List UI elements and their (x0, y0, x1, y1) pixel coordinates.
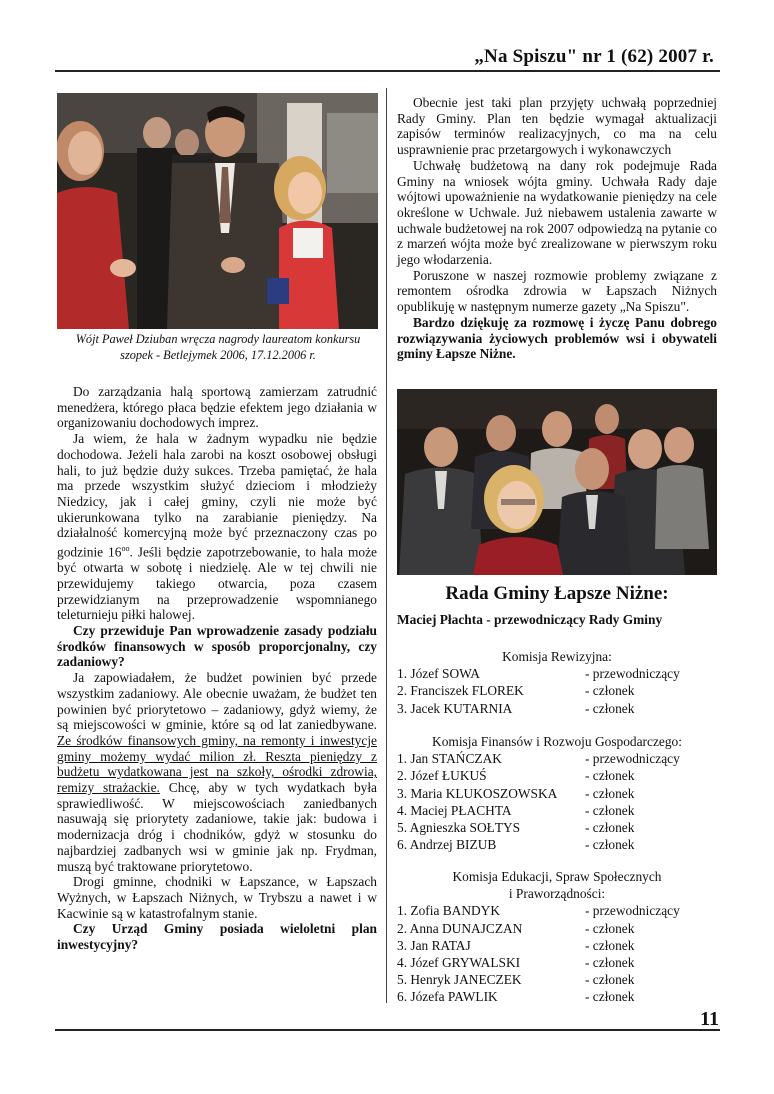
award-photo (57, 93, 378, 329)
member-role: - członek (585, 700, 635, 716)
article-right-column (397, 95, 717, 362)
committee (397, 868, 717, 1006)
member-name: 4. Józef GRYWALSKI (397, 955, 521, 971)
member-row (397, 785, 717, 802)
member-name: 3. Jan RATAJ (397, 937, 471, 953)
member-name: 1. Zofia BANDYK (397, 903, 501, 919)
page-header (55, 46, 720, 70)
footer-rule (55, 1029, 720, 1031)
member-row (397, 954, 717, 971)
member-role: - członek (585, 972, 635, 988)
member-name: 4. Maciej PŁACHTA (397, 802, 512, 818)
member-role: - członek (585, 989, 635, 1005)
member-role: - członek (585, 768, 635, 784)
member-row (397, 902, 717, 919)
member-role: - członek (585, 937, 635, 953)
interview-question: Czy Urząd Gminy posiada wieloletni plan inwestycyjny? (57, 921, 377, 953)
member-role: - członek (585, 785, 635, 801)
member-role: - przewodniczący (585, 903, 680, 919)
member-role: - przewodniczący (585, 666, 680, 682)
member-name: 1. Józef SOWA (397, 666, 480, 682)
interview-question: Czy przewiduje Pan wprowadzenie zasady podziału środków finansowych w sposób proporcjonalny, czy zadaniowy? (57, 623, 377, 670)
member-name: 5. Henryk JANECZEK (397, 972, 522, 988)
member-row (397, 665, 717, 682)
member-role: - członek (585, 820, 635, 836)
article-left-column (57, 384, 377, 953)
member-row (397, 700, 717, 717)
member-name: 1. Jan STAŃCZAK (397, 751, 502, 767)
member-row (397, 802, 717, 819)
page-number: 11 (700, 1008, 719, 1030)
header-rule (55, 70, 720, 72)
member-name: 6. Józefa PAWLIK (397, 989, 498, 1005)
newspaper-title: „Na Spiszu" nr 1 (62) 2007 r. (474, 46, 714, 67)
council-photo (397, 389, 717, 575)
member-row (397, 750, 717, 767)
member-role: - członek (585, 802, 635, 818)
member-name: 3. Jacek KUTARNIA (397, 700, 513, 716)
member-row (397, 971, 717, 988)
member-role: - przewodniczący (585, 751, 680, 767)
committee-heading: Komisja Rewizyjna: (502, 649, 612, 664)
member-row (397, 767, 717, 784)
paragraph: Drogi gminne, chodniki w Łapszance, w Łapszach Wyżnych, w Łapszach Niżnych, w Trybszu a nawet i w Kacwinie są w katastrofalnym stanie. (57, 874, 377, 921)
column-divider (386, 88, 387, 1003)
paragraph: Uchwałę budżetową na dany rok podejmuje Rada Gminy na wniosek wójta gminy. Uchwała Rady daje wójtowi upoważnienie na wydatkowanie pieniędzy na cele określone w Uchwale. Już niebawem ustalenia zawarte w uchwale budżetowej na rok 2007 odpowiedzą na pytanie co z marzeń wójta może być zrealizowane w pierwszym roku jego włodarzenia. (397, 157, 717, 268)
paragraph: Ja zapowiadałem, że budżet powinien być przede wszystkim zadaniowy. Ale obecnie uważam, że budżet ten powinien być priorytetowo – zadaniowy, gdyż wiemy, że są miejscowości w gminie, które są od lat zaniedbywane. Ze środków finansowych gminy, na remonty i inwestycje gminy możemy wydać milion zł. Reszta pieniędzy z budżetu wydatkowana jest na szkoły, ośrodki zdrowia, remizy strażackie. Chcę, aby w tych wydatkach była sprawiedliwość. W miejscowościach zaniedbanych nasuwają się priorytety zadaniowe, takie jak: budowa i modernizacja dróg i chodników, gdyż w stosunku do najbardziej zadbanych wsi w gminie jak np. Frydman, muszą być traktowane priorytetowo. (57, 670, 377, 874)
paragraph: Poruszone w naszej rozmowie problemy związane z remontem ośrodka zdrowia w Łapszach Niżnych opublikuję w następnym numerze gazety „Na Spiszu". (397, 267, 717, 315)
member-name: 2. Józef ŁUKUŚ (397, 768, 487, 784)
closing-remark: Bardzo dziękuję za rozmowę i życzę Panu dobrego rozwiązywania życiowych problemów wsi i obywateli gminy Łapsze Niżne. (397, 314, 717, 362)
member-name: 6. Andrzej BIZUB (397, 837, 497, 853)
member-name: 2. Franciszek FLOREK (397, 683, 524, 699)
committee (397, 648, 717, 717)
underlined-passage: Ze środków finansowych gminy, na remonty i inwestycje gminy możemy wydać milion zł. Reszta pieniędzy z budżetu wydatkowana jest na szkoły, ośrodki zdrowia, remizy strażackie. (57, 732, 377, 796)
member-role: - członek (585, 683, 635, 699)
committee (397, 733, 717, 853)
member-role: - członek (585, 920, 635, 936)
member-row (397, 920, 717, 937)
paragraph: Do zarządzania halą sportową zamierzam zatrudnić menedżera, którego płaca będzie efektem jego działania w organizowaniu dochodowych imprez. (57, 384, 377, 431)
council-title: Rada Gminy Łapsze Niżne: (445, 583, 669, 604)
member-row (397, 819, 717, 836)
member-name: 2. Anna DUNAJCZAN (397, 920, 523, 936)
member-role: - członek (585, 837, 635, 853)
committee-heading: Komisja Finansów i Rozwoju Gospodarczego: (432, 734, 682, 749)
member-row (397, 836, 717, 853)
member-role: - członek (585, 955, 635, 971)
member-name: 3. Maria KLUKOSZOWSKA (397, 785, 558, 801)
committee-heading: i Praworządności: (508, 886, 606, 902)
member-row (397, 937, 717, 954)
paragraph: Ja wiem, że hala w żadnym wypadku nie będzie dochodowa. Jeżeli hala zarobi na koszt osobowej obsługi hali, to już będzie duży sukces. Trzeba pamiętać, że hala ma przede wszystkim służyć dzieciom i młodzieży Niedzicy, jak i całej gminy, czyli nie może być ukierunkowana tylko na zarabianie pieniędzy. Na działalność komercyjną może być przeznaczony czas po godzinie $16^{oo}$. Jeśli będzie zapotrzebowanie, to hala może być otwarta w sobotę i niedzielę. Ale w tej chwili nie przewidujemy takiego otwarcia, poza czasem przewidzianym na przeprowadzenie wspomnianego teleturnieju piłki halowej. (57, 431, 377, 623)
photo-caption: Wójt Paweł Dziuban wręcza nagrody laureatom konkursu szopek - Betlejymek 2006, 17.12.2006 r. (75, 332, 361, 362)
committee-heading: Komisja Edukacji, Spraw Społecznych (452, 869, 662, 884)
member-row (397, 988, 717, 1005)
member-name: 5. Agnieszka SOŁTYS (397, 820, 521, 836)
member-row (397, 682, 717, 699)
council-chair: Maciej Płachta - przewodniczący Rady Gminy (397, 612, 663, 627)
paragraph: Obecnie jest taki plan przyjęty uchwałą poprzedniej Rady Gminy. Plan ten będzie wymagał aktualizacji zapisów terminów realizacyjnych, co ma na celu usprawnienie prac przetargowych i wykonawczych (397, 95, 717, 158)
